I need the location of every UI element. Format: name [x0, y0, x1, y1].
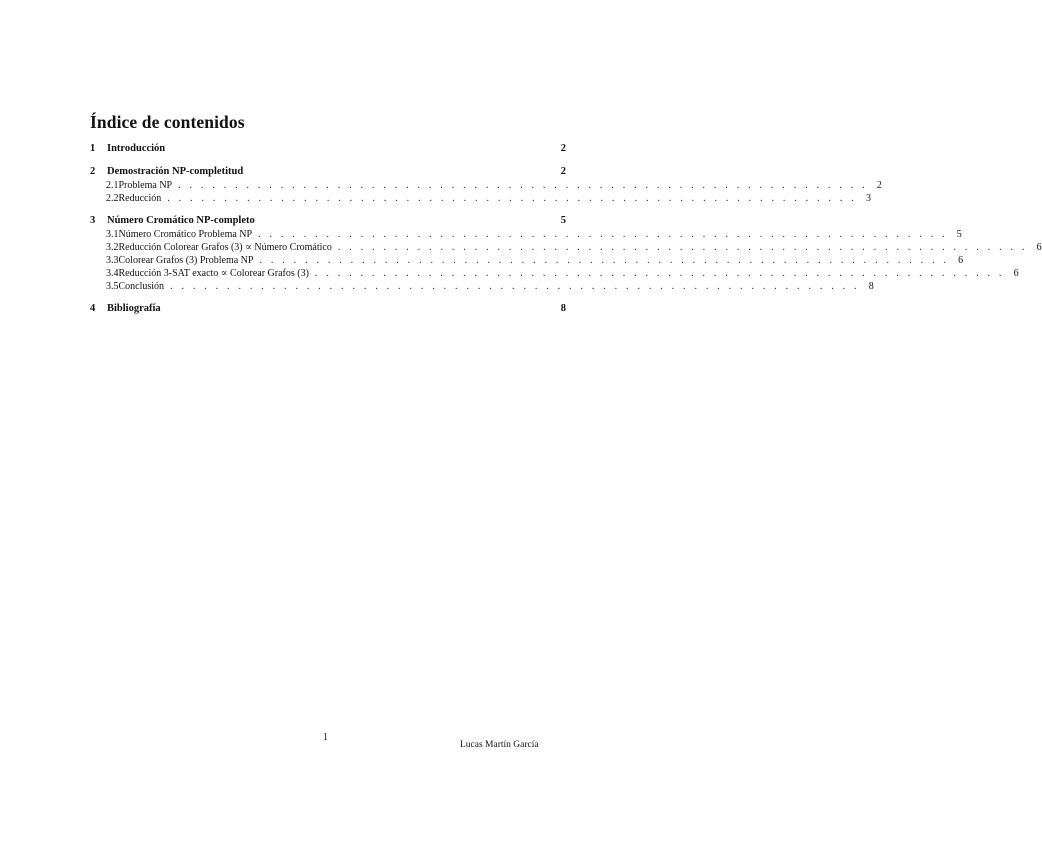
- toc-entry-number: 2: [90, 166, 96, 177]
- toc-leader: . . . . . . . . . . . . . . . . . . . . . . . . . . . . . . . . . . . . . . . . . . . . . . . . . . . . . . . . . . . . .: [259, 255, 950, 266]
- toc-entry-number: 1: [90, 143, 96, 154]
- toc-entry-number: 3.3: [106, 255, 119, 266]
- toc-leader: . . . . . . . . . . . . . . . . . . . . . . . . . . . . . . . . . . . . . . . . . . . . . . . . . . . . . . . . . . . . .: [170, 281, 860, 292]
- toc-entry-page: 6: [1013, 268, 1019, 279]
- toc-entry-page: 8: [560, 303, 566, 314]
- toc-entry-4[interactable]: [90, 303, 566, 317]
- toc-entry-page: 8: [868, 281, 874, 292]
- toc-entry-number: 4: [90, 303, 96, 314]
- toc-entry-title: Conclusión: [118, 281, 165, 292]
- toc-entry-3-3[interactable]: [90, 255, 964, 269]
- toc-entry-page: 2: [560, 143, 566, 154]
- toc-entry-page: 6: [1036, 242, 1042, 253]
- toc-title: Índice de contenidos: [90, 112, 245, 132]
- toc-entry-3[interactable]: [90, 215, 566, 229]
- toc-entry-title: Reducción 3-SAT exacto ∝ Colorear Grafos (3): [118, 268, 309, 279]
- toc-leader: . . . . . . . . . . . . . . . . . . . . . . . . . . . . . . . . . . . . . . . . . . . . . . . . . . . . . . . . . . . . .: [178, 180, 868, 191]
- toc-entry-page: 5: [560, 215, 566, 226]
- toc-entry-3-5[interactable]: [90, 281, 874, 295]
- toc-entry-page: 2: [876, 180, 882, 191]
- toc-entry-3-2[interactable]: [90, 242, 1042, 256]
- toc-entry-title: Demostración NP-completitud: [107, 166, 244, 177]
- toc-entry-number: 2.1: [106, 180, 119, 191]
- toc-entry-3-4[interactable]: [90, 268, 1019, 282]
- footer-page-number: 1: [323, 732, 328, 743]
- toc-entry-number: 3.2: [106, 242, 119, 253]
- toc-entry-3-1[interactable]: [90, 229, 962, 243]
- toc-entry-number: 3.5: [106, 281, 119, 292]
- toc-entry-title: Reducción: [118, 193, 162, 204]
- toc-entry-title: Número Cromático NP-completo: [107, 215, 255, 226]
- toc-leader: . . . . . . . . . . . . . . . . . . . . . . . . . . . . . . . . . . . . . . . . . . . . . . . . . . . . . . . . . . . . .: [337, 242, 1028, 253]
- toc-entry-title: Colorear Grafos (3) Problema NP: [118, 255, 254, 266]
- toc-leader: . . . . . . . . . . . . . . . . . . . . . . . . . . . . . . . . . . . . . . . . . . . . . . . . . . . . . . . . . . . . .: [258, 229, 948, 240]
- toc-entry-2-1[interactable]: [90, 180, 882, 194]
- toc-entry-title: Problema NP: [118, 180, 173, 191]
- toc-entry-title: Reducción Colorear Grafos (3) ∝ Número Cromático: [118, 242, 332, 253]
- toc-entry-number: 3: [90, 215, 96, 226]
- toc-entry-title: Introducción: [107, 143, 166, 154]
- toc-entry-page: 5: [956, 229, 962, 240]
- toc-entry-2[interactable]: [90, 166, 566, 180]
- toc-entry-1[interactable]: [90, 143, 566, 157]
- toc-entry-2-2[interactable]: [90, 193, 871, 207]
- toc-entry-number: 2.2: [106, 193, 119, 204]
- toc-entry-page: 2: [560, 166, 566, 177]
- toc-entry-number: 3.4: [106, 268, 119, 279]
- toc-leader: . . . . . . . . . . . . . . . . . . . . . . . . . . . . . . . . . . . . . . . . . . . . . . . . . . . . . . . . . . . . .: [314, 268, 1005, 279]
- toc-leader: . . . . . . . . . . . . . . . . . . . . . . . . . . . . . . . . . . . . . . . . . . . . . . . . . . . . . . . . . . . . .: [167, 193, 857, 204]
- toc-entry-title: Número Cromático Problema NP: [118, 229, 253, 240]
- toc-entry-title: Bibliografía: [107, 303, 161, 314]
- toc-entry-number: 3.1: [106, 229, 119, 240]
- footer-author: Lucas Martín García: [460, 740, 539, 750]
- toc-entry-page: 3: [865, 193, 871, 204]
- toc-entry-page: 6: [958, 255, 964, 266]
